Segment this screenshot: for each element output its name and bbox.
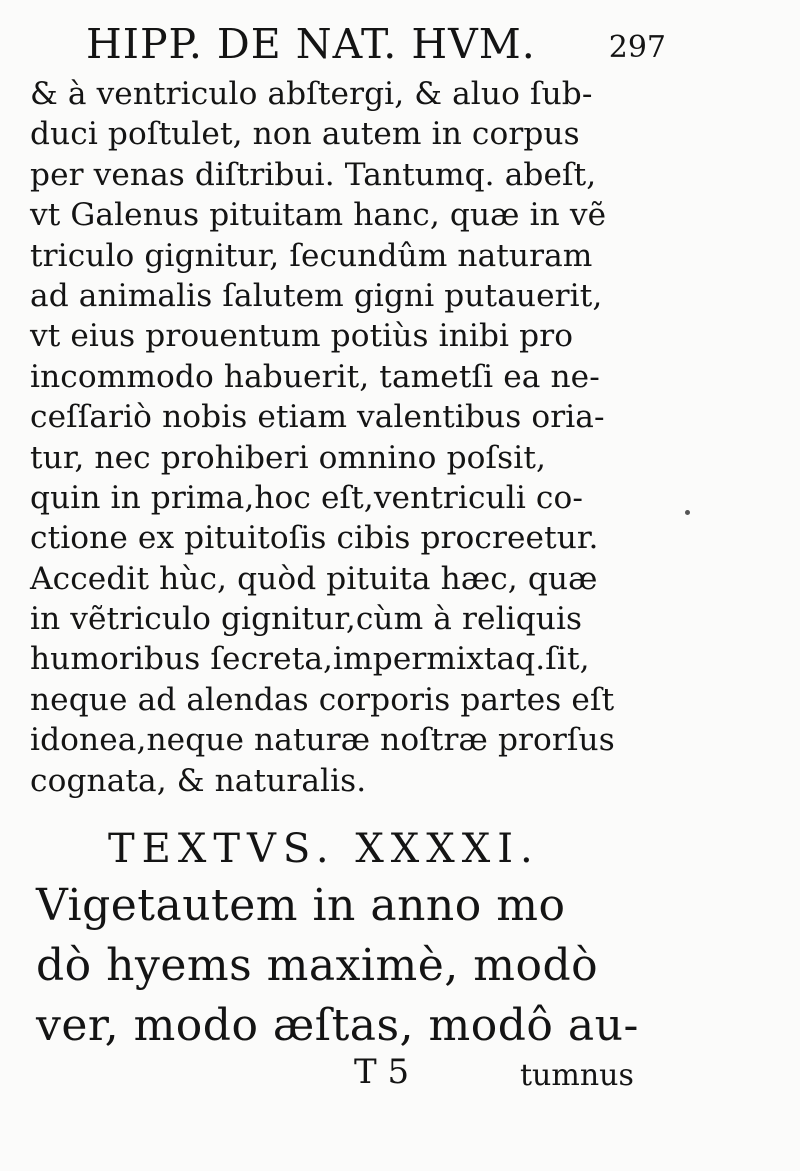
running-head [86,20,666,72]
section-heading: TEXTVS. XXXXI. [108,826,540,872]
text-line: neque ad alendas corporis partes eſt [30,681,615,718]
text-line: & à ventriculo abſtergi, & aluo ſub- [30,76,593,112]
text-line: per venas diſtribui. Tantumq. abeſt, [30,156,597,193]
text-line: in vẽtriculo gignitur,cùm à reliquis [30,601,583,638]
text-line: tur, nec prohiberi omnino poſsit, [30,439,546,476]
text-line: triculo gignitur, ſecundûm naturam [30,237,593,274]
page-number: 297 [608,30,666,65]
text-line: duci poſtulet, non autem in corpus [30,116,580,153]
text-line: ctione ex pituitoſis cibis procreetur. [30,520,599,557]
text-line-large: dò hyems maximè, modò [36,940,599,991]
commentary-text [36,876,676,1056]
running-head-title: HIPP. DE NAT. HVM. [86,20,536,68]
text-line: quin in prima,hoc eſt,ventriculi co- [30,479,583,516]
text-line: idonea,neque naturæ noſtræ prorſus [30,722,615,759]
text-line: cognata, & naturalis. [30,762,367,799]
text-line: vt eius prouentum potiùs inibi pro [30,318,574,355]
text-line-large: ver, modo æſtas, modô au- [36,1000,639,1051]
signature-mark: T 5 [354,1052,410,1092]
text-line: Accedit hùc, quòd pituita hæc, quæ [30,560,598,597]
catchword: tumnus [520,1058,634,1093]
text-line: ceſſariò nobis etiam valentibus oria- [30,399,605,436]
text-line-large: Vigetautem in anno mo [36,880,566,931]
ink-speck [685,510,690,515]
text-line: incommodo habuerit, tametſi ea ne- [30,358,600,395]
text-line: humoribus ſecreta,impermixtaq.ſit, [30,641,590,678]
body-text [30,74,660,801]
text-line: ad animalis ſalutem gigni putauerit, [30,277,603,314]
text-line: vt Galenus pituitam hanc, quæ in vẽ [30,197,607,234]
